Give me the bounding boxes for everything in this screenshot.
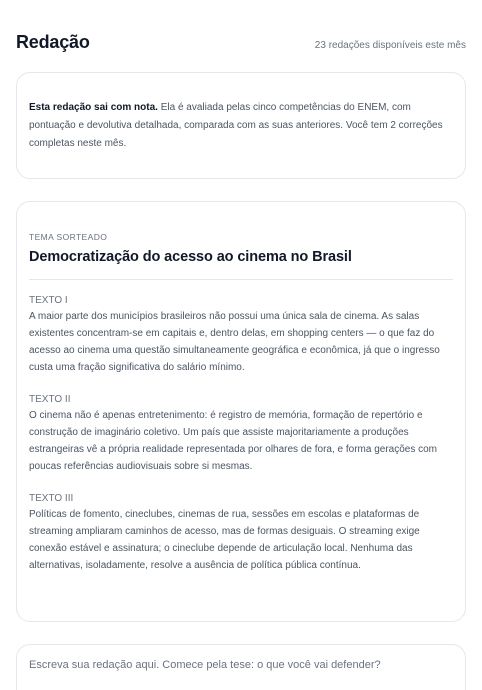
grading-info-body: Ela é avaliada pelas cinco competências do ENEM, com pontuação e devolutiva detalhada, comparada com as suas anteriores. Você tem 2 correções completas neste mês. (29, 102, 443, 149)
grading-info-text (29, 99, 453, 153)
divider (29, 279, 453, 280)
essay-editor-card (16, 644, 466, 690)
motivating-text-1 (29, 294, 453, 376)
grading-info-card (16, 72, 466, 179)
header (16, 0, 466, 72)
essay-input[interactable] (29, 659, 453, 683)
essay-quota-label: 23 redações disponíveis este mês (314, 40, 466, 51)
motivating-text-body: Políticas de fomento, cineclubes, cinemas de rua, sessões em escolas e plataformas de streaming ampliaram caminhos de acesso, mas de formas desiguais. O streaming exige conexão estável e assinatura; o cineclube depende de articulação local. Nenhuma das alternativas, isoladamente, resolve a ausência de política pública contínua. (29, 509, 420, 571)
theme-eyebrow: TEMA SORTEADO (29, 232, 108, 242)
motivating-text-2 (29, 393, 453, 475)
theme-title: Democratização do acesso ao cinema no Brasil (29, 249, 352, 265)
motivating-text-body: O cinema não é apenas entretenimento: é registro de memória, formação de repertório e construção de imaginário coletivo. Um país que assiste majoritariamente a produções estrangeiras vê a própria realidade representada por olhares de fora, e forma gerações com poucas referências audiovisuais sobre si mesmas. (29, 410, 438, 472)
grading-info-lead: Esta redação sai com nota. (29, 102, 158, 113)
motivating-text-label: TEXTO I (29, 295, 68, 306)
motivating-text-label: TEXTO II (29, 394, 71, 405)
motivating-text-body: A maior parte dos municípios brasileiros não possui uma única sala de cinema. As salas existentes concentram-se em capitais e, dentro delas, em shopping centers — o que faz do acesso ao cinema uma questão simultaneamente geográfica e econômica, já que o ingresso custa uma fração significativa do salário mínimo. (29, 311, 440, 373)
theme-card (16, 201, 466, 622)
motivating-text-label: TEXTO III (29, 493, 74, 504)
page-title: Redação (16, 32, 90, 52)
motivating-texts (29, 294, 453, 574)
motivating-text-3 (29, 492, 453, 574)
